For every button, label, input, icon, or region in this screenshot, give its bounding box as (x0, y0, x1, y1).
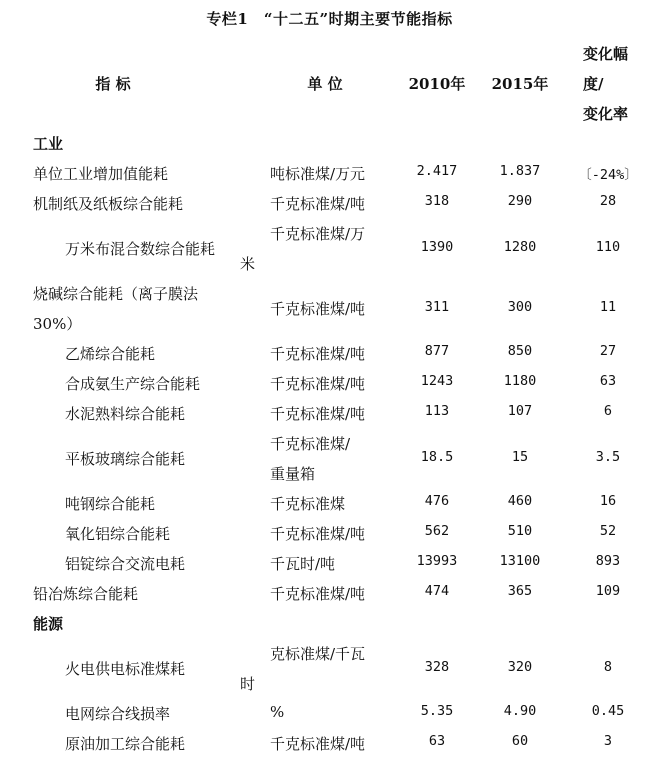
indicator-cell: 火电供电标准煤耗 (65, 660, 186, 678)
indicator-cell: 单位工业增加值能耗 (33, 165, 169, 183)
value-2015-cell: 320 (507, 659, 533, 675)
header-change-line1: 变化幅 (583, 45, 629, 63)
section-energy: 能源 (33, 615, 64, 633)
unit-cell: 千克标准煤/吨 (270, 195, 366, 213)
value-2010-cell: 13993 (416, 553, 458, 569)
unit-cell: 千克标准煤/吨 (270, 525, 366, 543)
change-cell: 〔-24%〕 (578, 167, 638, 183)
change-cell: 16 (599, 493, 617, 509)
indicator-cell: 铝锭综合交流电耗 (65, 555, 186, 573)
value-2015-cell: 365 (507, 583, 533, 599)
header-indicator: 指 标 (95, 75, 131, 93)
unit-cell: 吨标准煤/万元 (270, 165, 366, 183)
unit-cell-continued: 重量箱 (270, 465, 316, 483)
unit-cell: % (270, 703, 285, 721)
unit-cell: 千克标准煤 (270, 495, 346, 513)
unit-cell: 克标准煤/千瓦 (270, 645, 366, 663)
unit-cell: 千克标准煤/吨 (270, 405, 366, 423)
value-2015-cell: 290 (507, 193, 533, 209)
value-2010-cell: 328 (424, 659, 450, 675)
change-cell: 893 (595, 553, 621, 569)
header-change-line2: 度/ (583, 75, 604, 93)
value-2015-cell: 1280 (503, 239, 537, 255)
indicator-cell: 电网综合线损率 (65, 705, 171, 723)
value-2010-cell: 318 (424, 193, 450, 209)
unit-cell: 千克标准煤/吨 (270, 375, 366, 393)
value-2010-cell: 18.5 (420, 449, 454, 465)
value-2015-cell: 15 (511, 449, 529, 465)
change-cell: 3.5 (595, 449, 621, 465)
indicator-cell: 水泥熟料综合能耗 (65, 405, 186, 423)
indicator-cell: 平板玻璃综合能耗 (65, 450, 186, 468)
change-cell: 6 (603, 403, 613, 419)
indicator-cell: 烧碱综合能耗（离子膜法 (33, 285, 199, 303)
indicator-cell: 氧化铝综合能耗 (65, 525, 171, 543)
change-cell: 63 (599, 373, 617, 389)
indicator-cell: 合成氨生产综合能耗 (65, 375, 201, 393)
change-cell: 52 (599, 523, 617, 539)
value-2015-cell: 4.90 (503, 703, 537, 719)
value-2010-cell: 474 (424, 583, 450, 599)
value-2010-cell: 5.35 (420, 703, 454, 719)
section-industry: 工业 (33, 135, 64, 153)
value-2015-cell: 107 (507, 403, 533, 419)
change-cell: 11 (599, 299, 617, 315)
value-2010-cell: 562 (424, 523, 450, 539)
value-2010-cell: 1243 (420, 373, 454, 389)
unit-cell: 千克标准煤/ (270, 435, 351, 453)
unit-cell: 千克标准煤/吨 (270, 345, 366, 363)
value-2015-cell: 300 (507, 299, 533, 315)
unit-cell: 千克标准煤/吨 (270, 585, 366, 603)
indicator-cell: 原油加工综合能耗 (65, 735, 186, 753)
change-cell: 110 (595, 239, 621, 255)
header-year-2010: 2010年 (408, 75, 466, 93)
indicator-cell: 吨钢综合能耗 (65, 495, 156, 513)
change-cell: 109 (595, 583, 621, 599)
value-2010-cell: 311 (424, 299, 450, 315)
table-title: 专栏1 “十二五”时期主要节能指标 (206, 10, 453, 28)
value-2015-cell: 510 (507, 523, 533, 539)
value-2015-cell: 460 (507, 493, 533, 509)
indicator-cell: 机制纸及纸板综合能耗 (33, 195, 184, 213)
value-2015-cell: 60 (511, 733, 529, 749)
header-unit: 单 位 (307, 75, 343, 93)
value-2015-cell: 1.837 (499, 163, 541, 179)
change-cell: 8 (603, 659, 613, 675)
unit-cell: 千瓦时/吨 (270, 555, 336, 573)
value-2015-cell: 850 (507, 343, 533, 359)
value-2010-cell: 63 (428, 733, 446, 749)
indicator-cell-continued: 30%） (33, 315, 82, 333)
indicator-cell: 铅冶炼综合能耗 (33, 585, 139, 603)
change-cell: 3 (603, 733, 613, 749)
value-2010-cell: 476 (424, 493, 450, 509)
value-2010-cell: 1390 (420, 239, 454, 255)
change-cell: 28 (599, 193, 617, 209)
indicator-cell: 乙烯综合能耗 (65, 345, 156, 363)
indicator-cell: 万米布混合数综合能耗 (65, 240, 216, 258)
header-year-2015: 2015年 (491, 75, 549, 93)
change-cell: 27 (599, 343, 617, 359)
unit-cell-continued: 时 (240, 675, 256, 693)
change-cell: 0.45 (591, 703, 625, 719)
value-2010-cell: 113 (424, 403, 450, 419)
unit-cell: 千克标准煤/吨 (270, 300, 366, 318)
value-2010-cell: 877 (424, 343, 450, 359)
header-change-line3: 变化率 (583, 105, 629, 123)
value-2015-cell: 1180 (503, 373, 537, 389)
value-2010-cell: 2.417 (416, 163, 458, 179)
value-2015-cell: 13100 (499, 553, 541, 569)
unit-cell: 千克标准煤/万 (270, 225, 366, 243)
unit-cell: 千克标准煤/吨 (270, 735, 366, 753)
unit-cell-continued: 米 (240, 255, 256, 273)
